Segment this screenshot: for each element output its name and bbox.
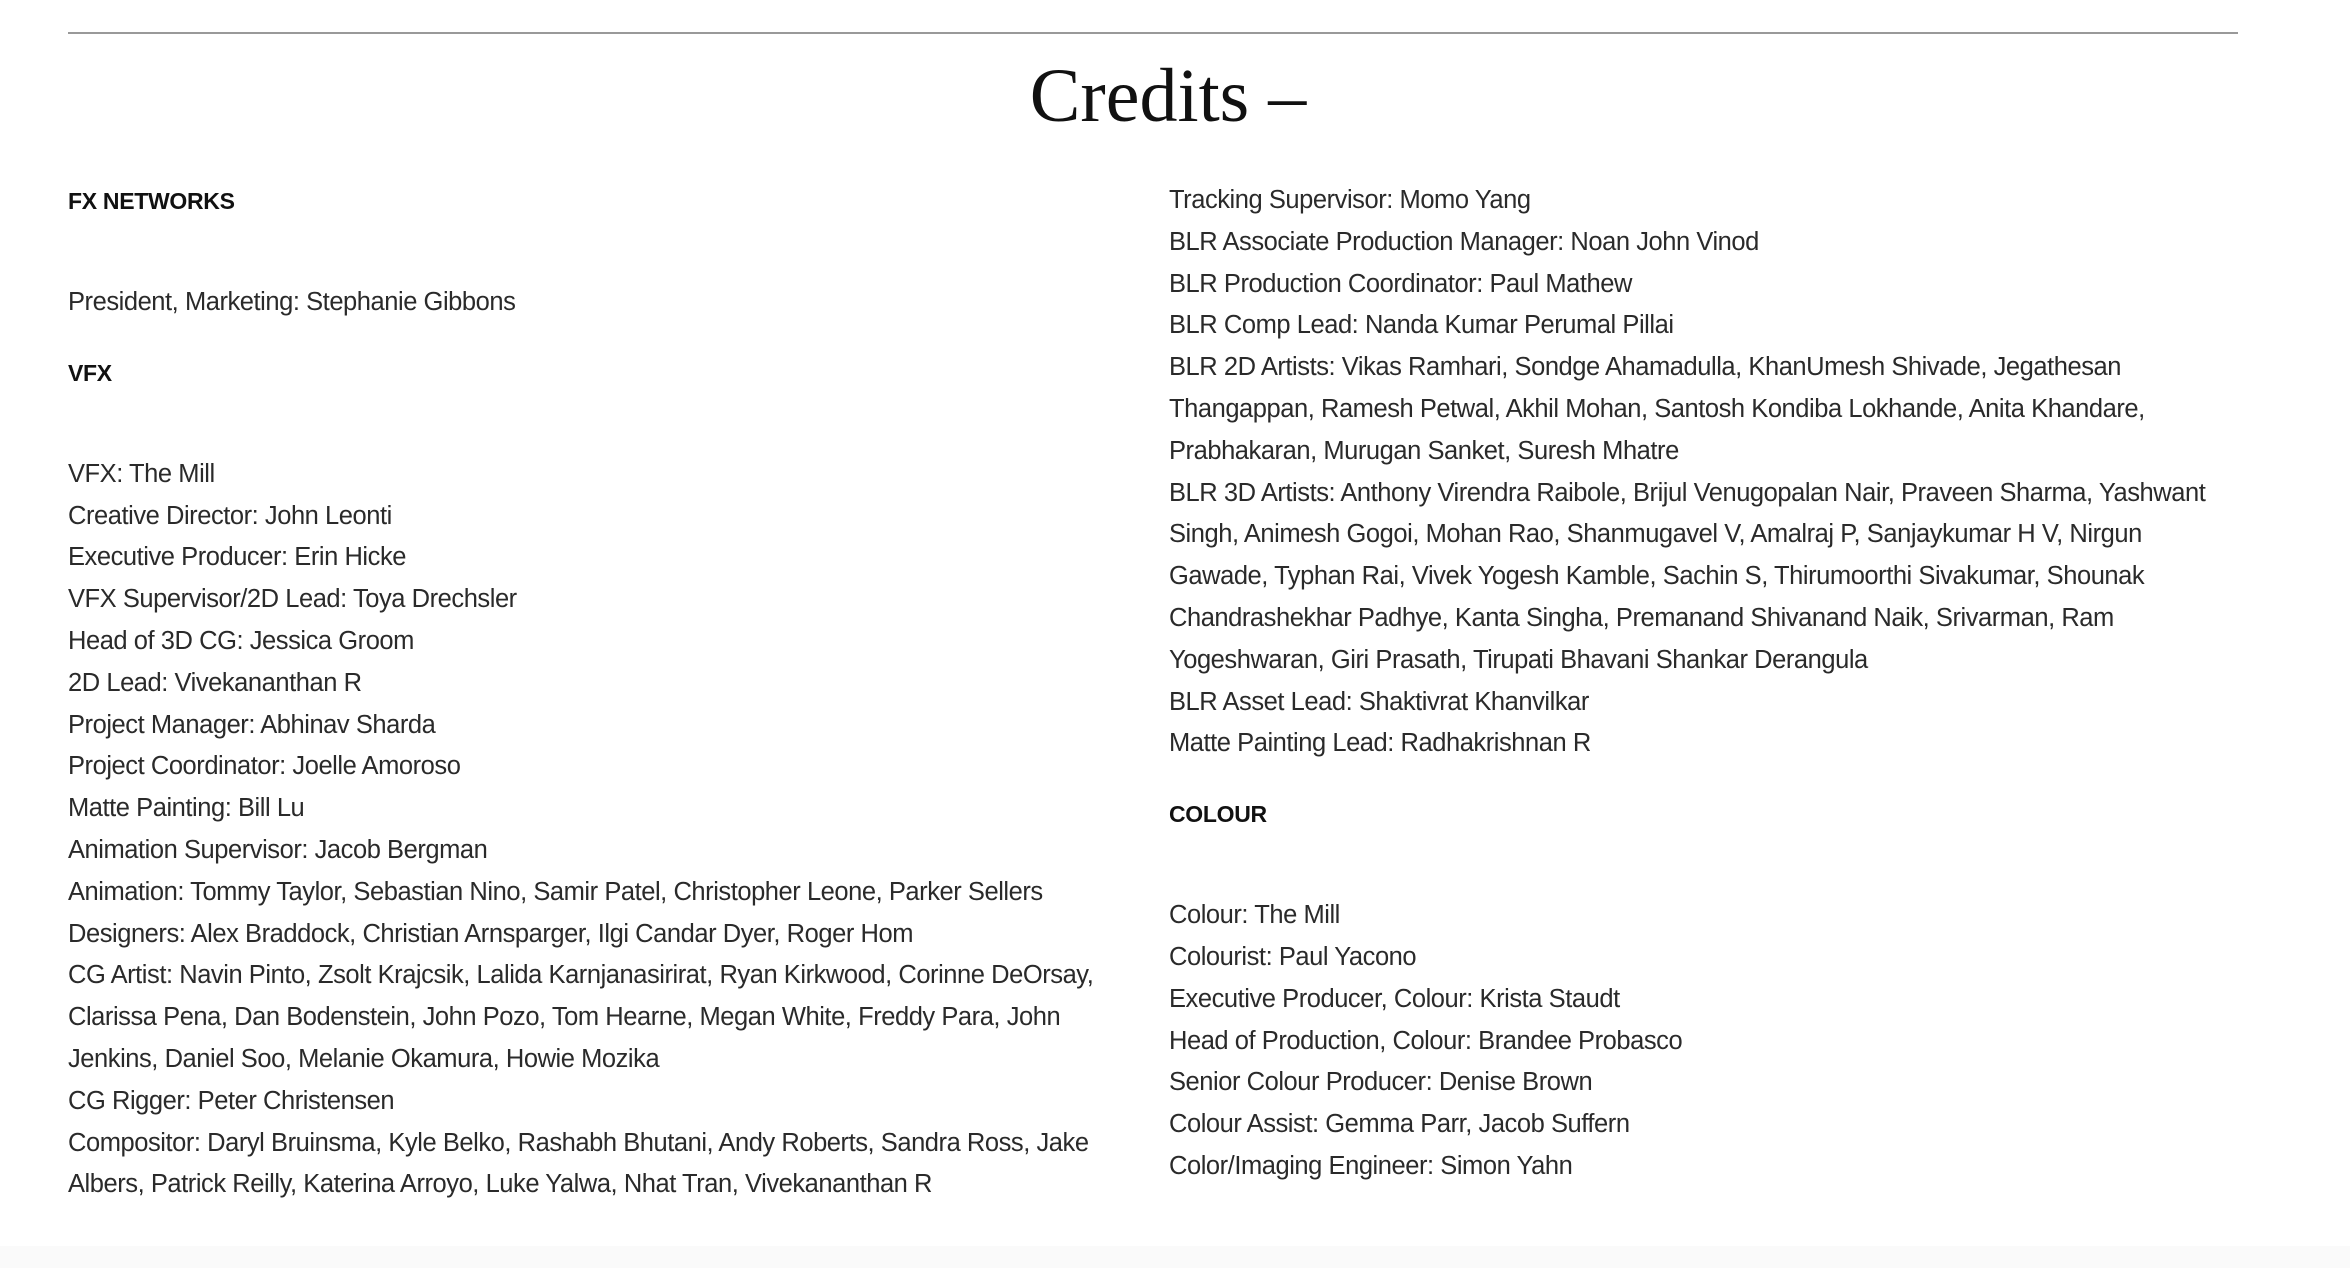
credits-section: [1169, 793, 2244, 1188]
credit-line: Animation Supervisor: Jacob Bergman: [68, 835, 488, 864]
credit-line: BLR Associate Production Manager: Noan John Vinod: [1169, 227, 1759, 256]
credit-line: Senior Colour Producer: Denise Brown: [1169, 1068, 1593, 1097]
section-heading: COLOUR: [1169, 801, 1267, 828]
credits-section: [68, 352, 1143, 1206]
footer-band: [0, 1246, 2350, 1268]
credit-line: Compositor: Daryl Bruinsma, Kyle Belko, Rashabh Bhutani, Andy Roberts, Sandra Ross, Jake Albers, Patrick Reilly, Katerina Arroyo, Luke Yalwa, Nhat Tran, Vivekananthan R: [68, 1128, 1089, 1199]
credit-line: VFX: The Mill: [68, 459, 215, 488]
top-divider: [68, 32, 2238, 34]
credit-line: VFX Supervisor/2D Lead: Toya Drechsler: [68, 585, 517, 614]
section-heading: FX NETWORKS: [68, 188, 235, 214]
credits-section: [1169, 180, 2244, 765]
credit-line: Colour Assist: Gemma Parr, Jacob Suffern: [1169, 1110, 1630, 1139]
credit-line: Colour: The Mill: [1169, 901, 1340, 930]
credit-line: Animation: Tommy Taylor, Sebastian Nino, Samir Patel, Christopher Leone, Parker Sellers: [68, 877, 1043, 906]
credit-line: BLR Asset Lead: Shaktivrat Khanvilkar: [1169, 687, 1589, 716]
credit-line: Executive Producer, Colour: Krista Staudt: [1169, 984, 1620, 1013]
credit-line: BLR 3D Artists: Anthony Virendra Raibole, Brijul Venugopalan Nair, Praveen Sharma, Yashwant Singh, Animesh Gogoi, Mohan Rao, Shanmugavel V, Amalraj P, Sanjaykumar H V, Nirgun Gawade, Typhan Rai, Vivek Yogesh Kamble, Sachin S, Thirumoorthi Sivakumar, Shounak Chandrashekhar Padhye, Kanta Singha, Premanand Shivanand Naik, Srivarman, Ram Yogeshwaran, Giri Prasath, Tirupati Bhavani Shankar Derangula: [1169, 478, 2206, 674]
credit-line: Matte Painting Lead: Radhakrishnan R: [1169, 729, 1591, 758]
credit-line: Head of Production, Colour: Brandee Probasco: [1169, 1026, 1683, 1055]
credit-line: Project Manager: Abhinav Sharda: [68, 710, 436, 739]
credit-line: CG Artist: Navin Pinto, Zsolt Krajcsik, Lalida Karnjanasirirat, Ryan Kirkwood, Corinne DeOrsay, Clarissa Pena, Dan Bodenstein, John Pozo, Tom Hearne, Megan White, Freddy Para, John Jenkins, Daniel Soo, Melanie Okamura, Howie Mozika: [68, 961, 1094, 1073]
credit-line: BLR Comp Lead: Nanda Kumar Perumal Pillai: [1169, 311, 1674, 340]
credit-line: Project Coordinator: Joelle Amoroso: [68, 752, 461, 781]
credit-line: Colourist: Paul Yacono: [1169, 942, 1417, 971]
credits-right-column: [1169, 180, 2244, 1216]
credit-line: Designers: Alex Braddock, Christian Arnsparger, Ilgi Candar Dyer, Roger Hom: [68, 919, 913, 948]
credit-line: Matte Painting: Bill Lu: [68, 794, 305, 823]
credit-line: Tracking Supervisor: Momo Yang: [1169, 186, 1531, 214]
credit-line: Head of 3D CG: Jessica Groom: [68, 626, 414, 655]
credit-line: BLR 2D Artists: Vikas Ramhari, Sondge Ahamadulla, KhanUmesh Shivade, Jegathesan Thangappan, Ramesh Petwal, Akhil Mohan, Santosh Kondiba Lokhande, Anita Khandare, Prabhakaran, Murugan Sanket, Suresh Mhatre: [1169, 353, 2145, 465]
credit-line: Executive Producer: Erin Hicke: [68, 543, 406, 572]
credit-line: 2D Lead: Vivekananthan R: [68, 668, 362, 697]
page-title: Credits –: [1029, 54, 1307, 138]
section-heading: VFX: [68, 359, 112, 386]
credits-left-column: [68, 180, 1143, 1234]
credit-line: BLR Production Coordinator: Paul Mathew: [1169, 269, 1632, 298]
credit-line: Color/Imaging Engineer: Simon Yahn: [1169, 1151, 1573, 1180]
credit-line: President, Marketing: Stephanie Gibbons: [68, 288, 516, 316]
credits-section: [68, 180, 1143, 324]
credit-line: CG Rigger: Peter Christensen: [68, 1086, 395, 1115]
credit-line: Creative Director: John Leonti: [68, 501, 392, 530]
